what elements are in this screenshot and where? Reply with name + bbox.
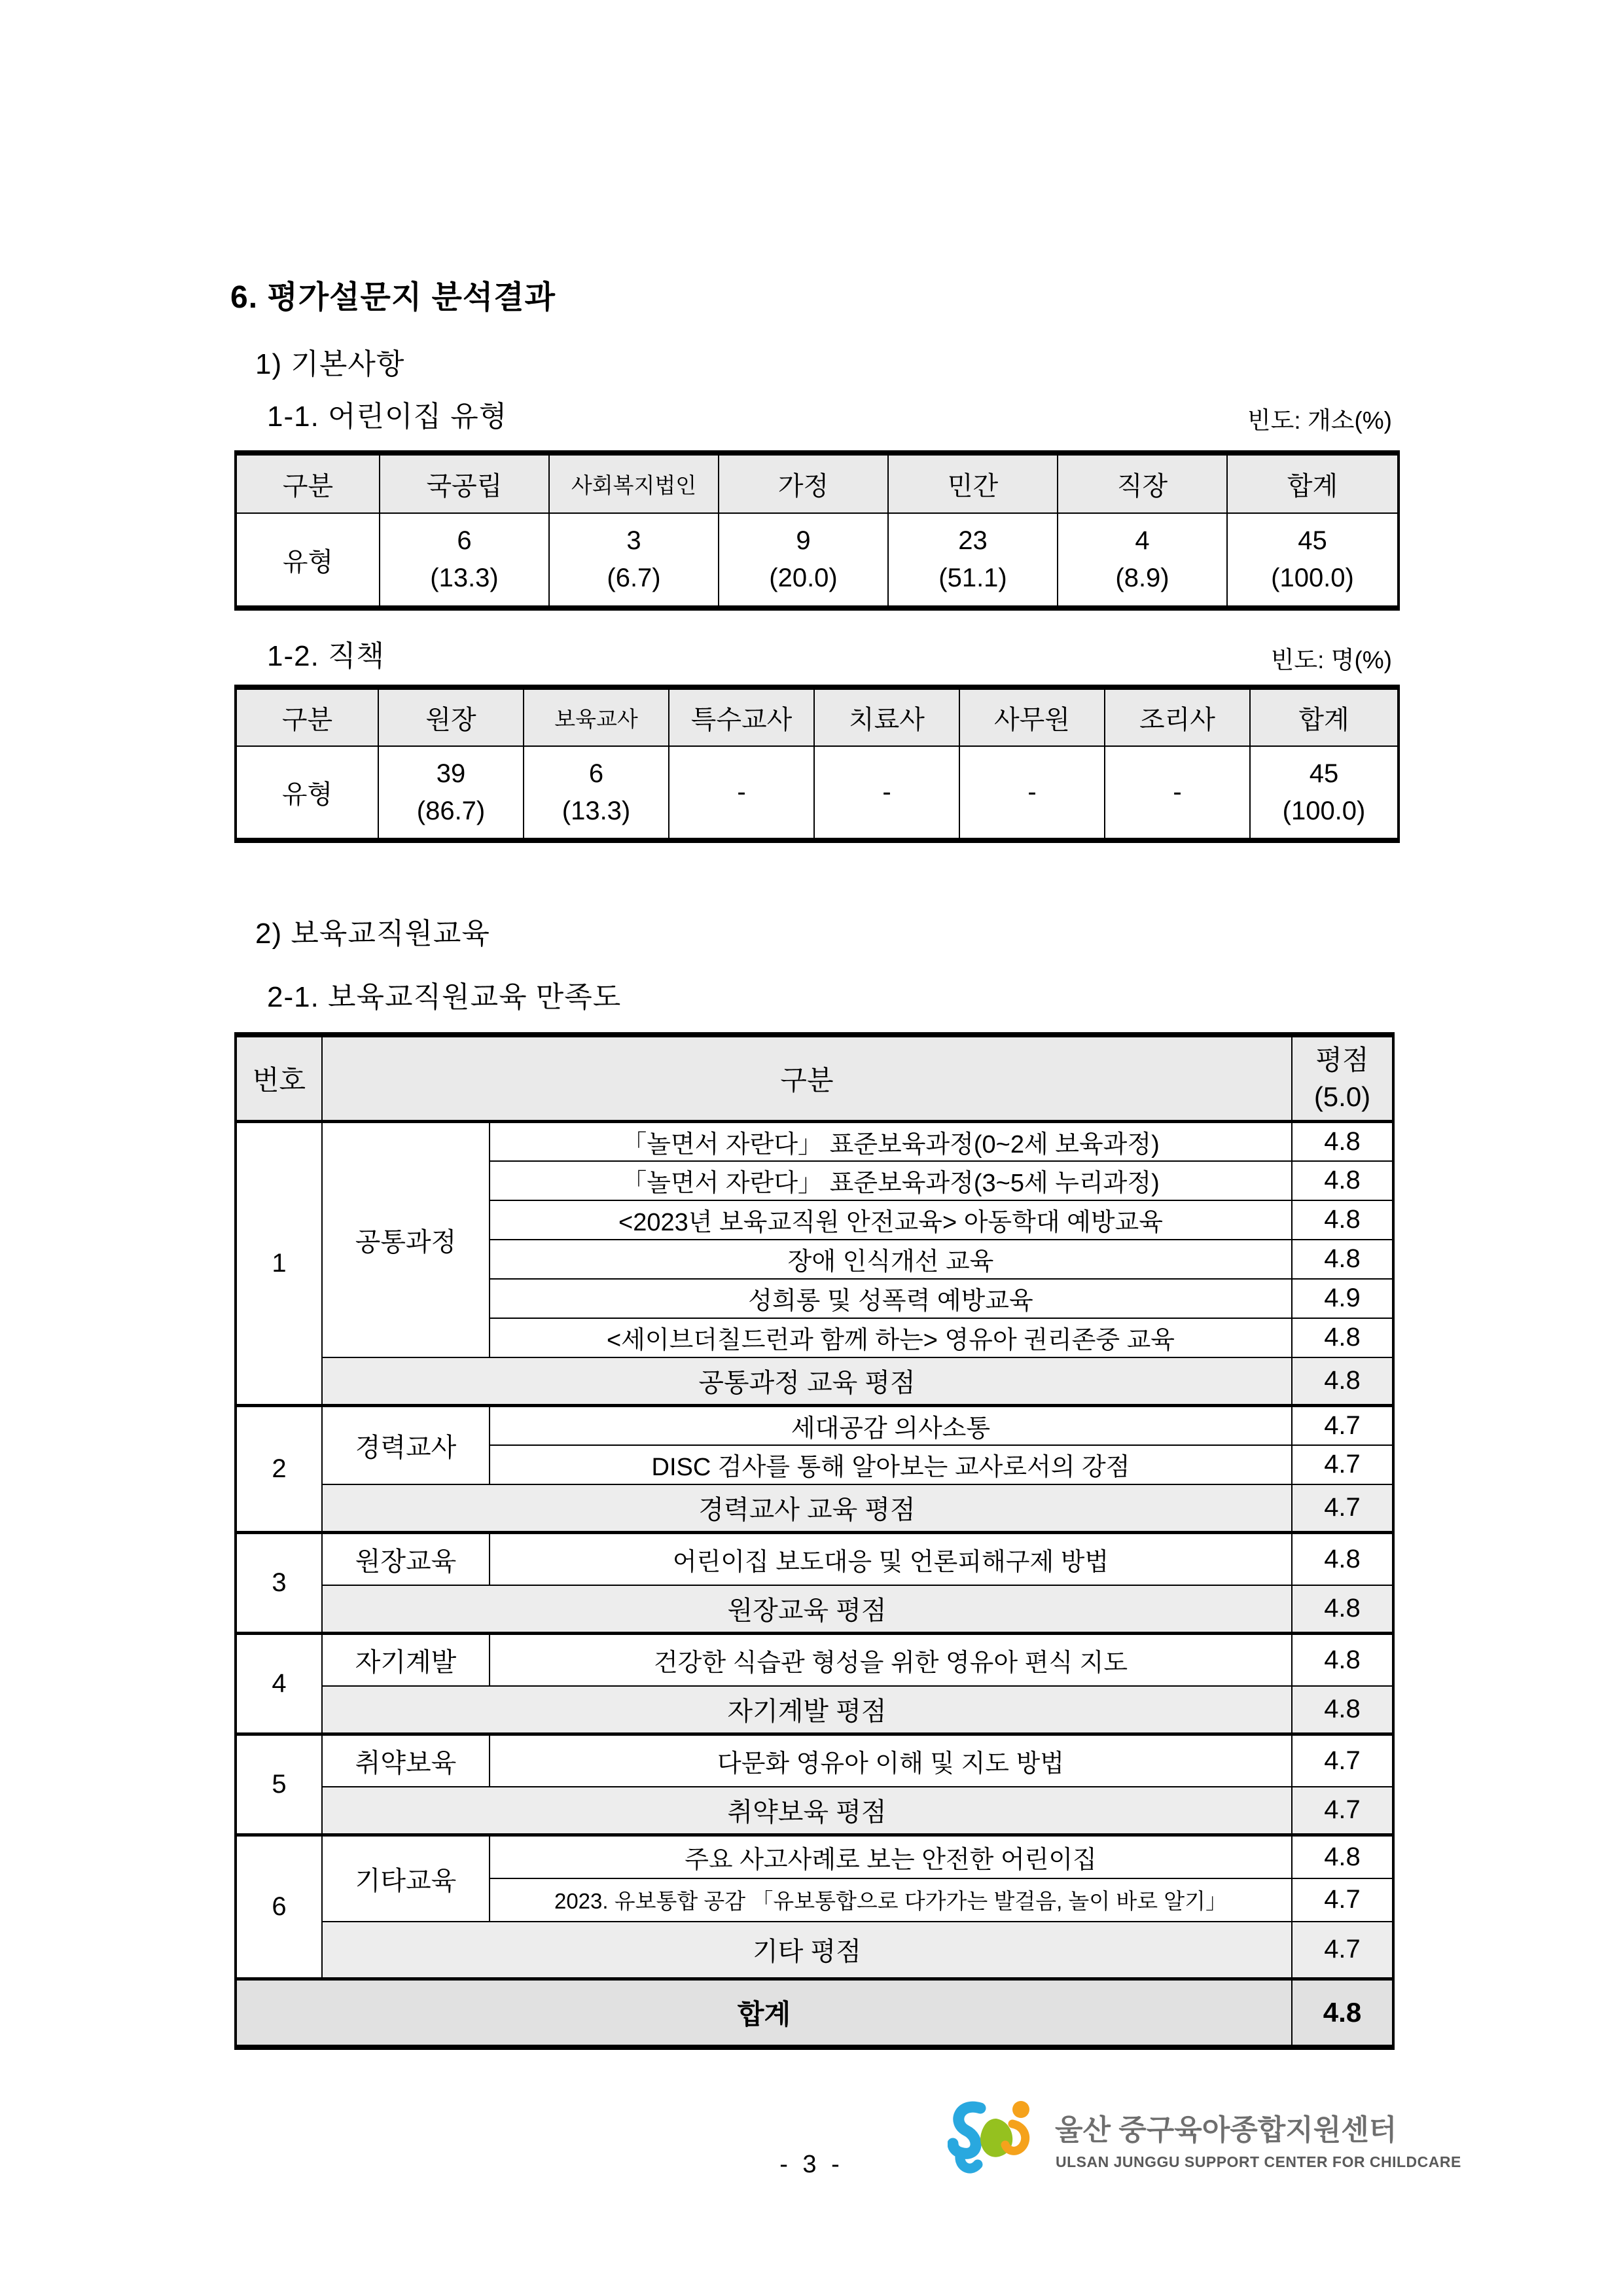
total-label-cell: 합계: [236, 1979, 1292, 2047]
summary-score-cell: 4.8: [1292, 1357, 1393, 1406]
course-cell: DISC 검사를 통해 알아보는 교사로서의 강점: [490, 1445, 1292, 1484]
table-header-row: [236, 453, 1399, 513]
total-row: [236, 1979, 1393, 2047]
table-header-row: [236, 1035, 1393, 1122]
header-cell: 합계: [1227, 453, 1399, 513]
header-cell: 치료사: [814, 687, 959, 746]
summary-score-cell: 4.8: [1292, 1585, 1393, 1634]
table-daycare-type: [234, 450, 1400, 611]
value-cell: 9 (20.0): [719, 513, 888, 608]
course-cell: 세대공감 의사소통: [490, 1406, 1292, 1445]
value-cell: 45 (100.0): [1227, 513, 1399, 608]
summary-label-cell: 공통과정 교육 평점: [322, 1357, 1292, 1406]
summary-row: [236, 1922, 1393, 1979]
score-cell: 4.8: [1292, 1200, 1393, 1240]
section-2-heading: 2) 보육교직원교육: [255, 918, 490, 950]
group-number-cell: 4: [236, 1634, 322, 1734]
group-category-cell: 원장교육: [322, 1533, 490, 1585]
header-cell: 특수교사: [669, 687, 814, 746]
course-cell: 건강한 식습관 형성을 위한 영유아 편식 지도: [490, 1634, 1292, 1686]
course-cell: 어린이집 보도대응 및 언론피해구제 방법: [490, 1533, 1292, 1585]
summary-row: [236, 1585, 1393, 1634]
score-cell: 4.8: [1292, 1122, 1393, 1161]
row-label-cell: 유형: [236, 513, 380, 608]
course-cell: 성희롱 및 성폭력 예방교육: [490, 1279, 1292, 1318]
table1-unit-note: 빈도: 개소(%): [1247, 407, 1392, 434]
table-row: [236, 1835, 1393, 1878]
summary-label-cell: 경력교사 교육 평점: [322, 1484, 1292, 1533]
summary-row: [236, 1357, 1393, 1406]
value-cell: 3 (6.7): [549, 513, 719, 608]
table-row: [236, 1734, 1393, 1787]
header-cell-no: 번호: [236, 1035, 322, 1122]
header-cell: 국공립: [380, 453, 549, 513]
value-cell: 23 (51.1): [888, 513, 1058, 608]
section-1-2-heading: 1-2. 직책: [267, 640, 385, 672]
value-cell: 6 (13.3): [380, 513, 549, 608]
course-cell: 주요 사고사례로 보는 안전한 어린이집: [490, 1835, 1292, 1878]
value-cell: -: [959, 746, 1105, 840]
header-cell-score: 평점 (5.0): [1292, 1035, 1393, 1122]
table-row: [236, 513, 1399, 608]
group-number-cell: 5: [236, 1734, 322, 1835]
header-cell: 구분: [236, 687, 378, 746]
score-cell: 4.8: [1292, 1835, 1393, 1878]
group-category-cell: 공통과정: [322, 1122, 490, 1357]
header-cell: 합계: [1250, 687, 1399, 746]
score-cell: 4.8: [1292, 1533, 1393, 1585]
header-cell: 사무원: [959, 687, 1105, 746]
group-number-cell: 6: [236, 1835, 322, 1979]
summary-row: [236, 1787, 1393, 1835]
summary-row: [236, 1686, 1393, 1734]
group-category-cell: 자기계발: [322, 1634, 490, 1686]
score-cell: 4.8: [1292, 1634, 1393, 1686]
course-cell: 장애 인식개선 교육: [490, 1240, 1292, 1279]
summary-label-cell: 자기계발 평점: [322, 1686, 1292, 1734]
group-category-cell: 기타교육: [322, 1835, 490, 1922]
value-cell: 45 (100.0): [1250, 746, 1399, 840]
section-1-1-heading: 1-1. 어린이집 유형: [267, 401, 508, 433]
row-label-cell: 유형: [236, 746, 378, 840]
value-cell: -: [669, 746, 814, 840]
header-cell: 조리사: [1105, 687, 1250, 746]
table-header-row: [236, 687, 1399, 746]
table-row: [236, 1634, 1393, 1686]
header-cell: 구분: [236, 453, 380, 513]
course-cell: <세이브더칠드런과 함께 하는> 영유아 권리존중 교육: [490, 1318, 1292, 1357]
value-cell: 39 (86.7): [378, 746, 524, 840]
score-cell: 4.7: [1292, 1406, 1393, 1445]
table-row: [236, 746, 1399, 840]
score-cell: 4.7: [1292, 1878, 1393, 1922]
header-cell: 민간: [888, 453, 1058, 513]
group-number-cell: 1: [236, 1122, 322, 1406]
value-cell: 6 (13.3): [524, 746, 669, 840]
score-cell: 4.9: [1292, 1279, 1393, 1318]
summary-score-cell: 4.7: [1292, 1484, 1393, 1533]
table-training-satisfaction: [234, 1032, 1395, 2050]
value-cell: -: [814, 746, 959, 840]
table-row: [236, 1533, 1393, 1585]
course-cell: 「놀면서 자란다」 표준보육과정(0~2세 보육과정): [490, 1122, 1292, 1161]
value-cell: -: [1105, 746, 1250, 840]
total-score-cell: 4.8: [1292, 1979, 1393, 2047]
header-cell: 가정: [719, 453, 888, 513]
summary-score-cell: 4.8: [1292, 1686, 1393, 1734]
score-cell: 4.8: [1292, 1240, 1393, 1279]
footer-center-name-en: ULSAN JUNGGU SUPPORT CENTER FOR CHILDCARE: [1056, 2153, 1461, 2170]
page-title: 6. 평가설문지 분석결과: [230, 280, 556, 315]
summary-score-cell: 4.7: [1292, 1787, 1393, 1835]
group-category-cell: 경력교사: [322, 1406, 490, 1484]
score-cell: 4.7: [1292, 1445, 1393, 1484]
footer-center-name-kr: 울산 중구육아종합지원센터: [1055, 2114, 1397, 2146]
group-number-cell: 2: [236, 1406, 322, 1533]
course-cell: <2023년 보육교직원 안전교육> 아동학대 예방교육: [490, 1200, 1292, 1240]
course-cell: 다문화 영유아 이해 및 지도 방법: [490, 1734, 1292, 1787]
score-cell: 4.8: [1292, 1161, 1393, 1200]
header-cell: 보육교사: [524, 687, 669, 746]
course-cell: 2023. 유보통합 공감 「유보통합으로 다가가는 발걸음, 놀이 바로 알기」: [490, 1878, 1292, 1922]
score-cell: 4.7: [1292, 1734, 1393, 1787]
section-1-heading: 1) 기본사항: [255, 348, 405, 380]
section-2-1-heading: 2-1. 보육교직원교육 만족도: [267, 981, 622, 1013]
header-cell-category: 구분: [322, 1035, 1292, 1122]
summary-label-cell: 원장교육 평점: [322, 1585, 1292, 1634]
table-row: [236, 1122, 1393, 1161]
group-category-cell: 취약보육: [322, 1734, 490, 1787]
value-cell: 4 (8.9): [1058, 513, 1227, 608]
group-number-cell: 3: [236, 1533, 322, 1634]
table-job-title: [234, 685, 1400, 843]
summary-label-cell: 기타 평점: [322, 1922, 1292, 1979]
page-number: - 3 -: [779, 2151, 844, 2178]
table-row: [236, 1406, 1393, 1445]
summary-score-cell: 4.7: [1292, 1922, 1393, 1979]
header-cell: 사회복지법인: [549, 453, 719, 513]
header-cell: 원장: [378, 687, 524, 746]
table2-unit-note: 빈도: 명(%): [1270, 647, 1392, 673]
summary-row: [236, 1484, 1393, 1533]
header-cell: 직장: [1058, 453, 1227, 513]
summary-label-cell: 취약보육 평점: [322, 1787, 1292, 1835]
score-cell: 4.8: [1292, 1318, 1393, 1357]
course-cell: 「놀면서 자란다」 표준보육과정(3~5세 누리과정): [490, 1161, 1292, 1200]
